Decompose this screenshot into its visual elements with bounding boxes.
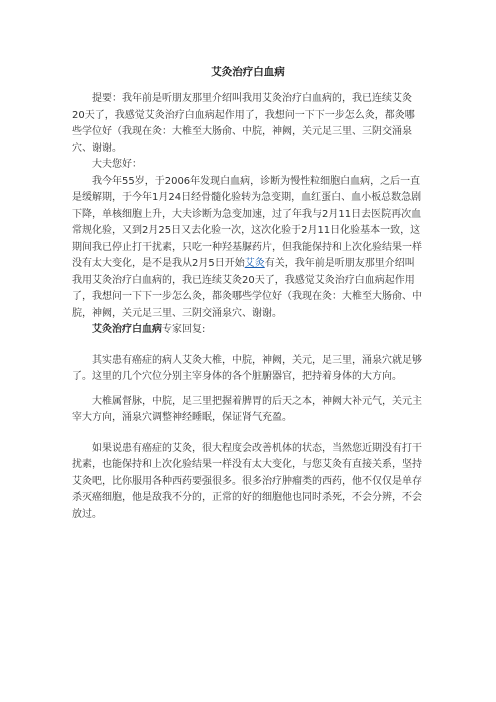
question-text-part2: 有关，我年前是听朋友那里介绍叫我用艾灸治疗白血病的，我已连续艾灸20天了，我感觉艾灸治疗白血病起作用了，我想问一下下一步怎么灸，都灸哪些学位好（我现在灸：大椎至大肠俞、中脘，神阙，关元足三里、三阴交涌泉穴、谢谢。: [72, 258, 422, 319]
answer-paragraph-2: 大椎属督脉，中脘，足三里把握着脾胃的后天之本，神阙大补元气，关元主宰大方向，涌泉穴调整神经睡眠，保证肾气充盈。: [72, 395, 422, 423]
reply-heading: [72, 322, 424, 339]
answer-paragraph-3: 如果说患有癌症的艾灸，很大程度会改善机体的状态，当然您近期没有打干扰素，也能保持和上次化验结果一样没有太大变化，与您艾灸有直接关系，坚持艾灸吧，比你服用各种西药要强很多。很多治疗肿瘤类的西药，他不仅仅是单存杀灭癌细胞，他是敌我不分的，正常的好的细胞他也同时杀死，不会分辨，不会放过。: [72, 442, 422, 520]
question-text-part1: 我今年55岁，于2006年发现白血病，诊断为慢性粒细胞白血病，之后一直是缓解期，于今年1月24日经骨髓化验转为急变期，血红蛋白、血小板总数急剧下降，单核细胞上升，大夫诊断为急变加速，过了年我与2月11日去医院再次血常规化验，又到2月25日又去化验一次，这次化验于2月11日化验基本一致，这期间我已停止打干扰素，只吃一种羟基脲药片，但我能保持和上次化验结果一样没有太大变化，是不是我从2月5日开始: [72, 175, 422, 269]
greeting-paragraph: 大夫您好：: [92, 159, 142, 170]
document-body: [72, 91, 424, 523]
reply-heading-rest: 专家回复:: [162, 324, 206, 335]
document-title: 艾灸治疗白血病: [211, 66, 285, 78]
moxibustion-link[interactable]: 艾灸: [244, 258, 265, 269]
reply-heading-bold: 艾灸治疗白血病: [92, 324, 162, 335]
answer-paragraph-1: 其实患有癌症的病人艾灸大椎，中脘，神阙，关元，足三里，涌泉穴就足够了。这里的几个穴位分别主宰身体的各个脏腑器官，把持着身体的大方向。: [72, 354, 422, 382]
question-paragraph: [72, 174, 424, 323]
summary-paragraph: 提要：我年前是听朋友那里介绍叫我用艾灸治疗白血病的，我已连续艾灸20天了，我感觉艾灸治疗白血病起作用了，我想问一下下一步怎么灸，都灸哪些学位好（我现在灸：大椎至大肠俞、中脘，神阙，关元足三里、三阴交涌泉穴、谢谢。: [72, 93, 415, 154]
